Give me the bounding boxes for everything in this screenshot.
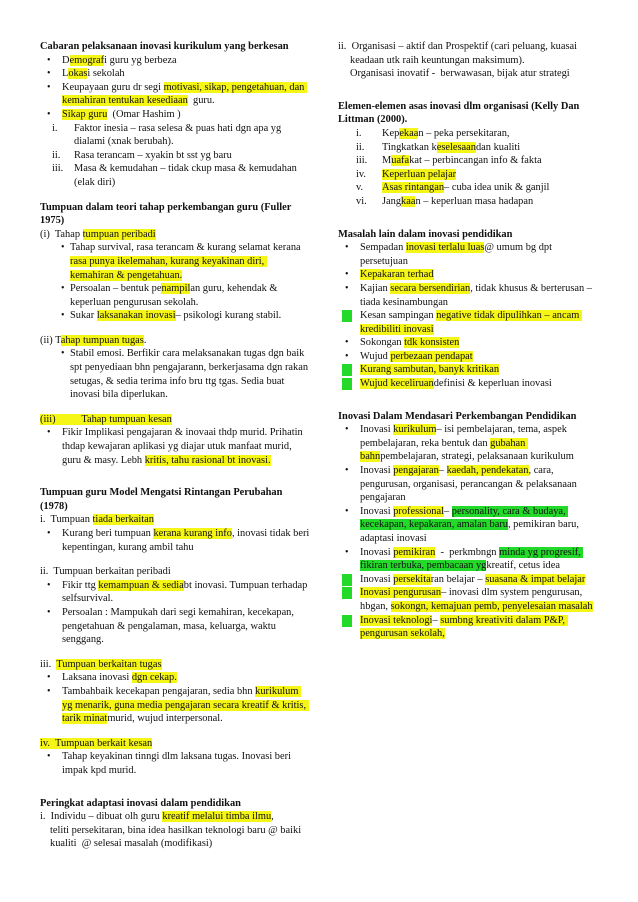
highlight-yellow: iv. Tumpuan berkait kesan: [40, 737, 153, 749]
paragraph-line: [40, 824, 310, 851]
highlight-yellow: tumpuan peribadi: [82, 228, 156, 240]
paragraph-line: [338, 54, 600, 68]
bullet-item: [40, 750, 310, 777]
bullet-item: [40, 81, 310, 108]
text-run: –: [438, 465, 447, 477]
item-number: i.: [52, 122, 58, 134]
highlight-yellow: perbezaan pendapat: [390, 350, 473, 362]
text-run: –: [443, 505, 452, 517]
text-run: Laksana inovasi: [62, 672, 132, 684]
text-run: bt inovasi. Tumpuan terhadap selfsurvival.: [62, 579, 310, 605]
text-run: murid, wujud interpersonal.: [107, 713, 223, 725]
numbered-item: [338, 181, 600, 195]
text-run: Inovasi: [360, 573, 394, 585]
text-run: Inovasi: [360, 505, 394, 517]
section-heading: Masalah lain dalam inovasi pendidikan: [338, 228, 513, 240]
bullet-item: [40, 685, 310, 726]
text-run: definisi & keperluan inovasi: [433, 378, 552, 390]
text-run: n – peka persekitaran,: [418, 127, 510, 139]
bullet-item: [338, 282, 600, 309]
bullet-item: [338, 268, 600, 282]
highlight-yellow: Asas rintangan: [382, 182, 445, 194]
text-run: ii. Organisasi – aktif dan Prospektif (cari peluang, kuasai: [338, 41, 578, 52]
bullet-item: [338, 377, 600, 391]
numbered-item: [40, 122, 310, 149]
section-heading: Peringkat adaptasi inovasi dalam pendidikan: [40, 797, 241, 809]
section-heading: Inovasi Dalam Mendasari Perkembangan Pendidikan: [338, 410, 577, 422]
spacer: [40, 554, 310, 565]
text-run: – isi pembelajaran, tema, aspek pembelajaran, reka bentuk dan: [360, 424, 570, 449]
bullet-highlight: [342, 574, 352, 586]
bullet-item: [338, 363, 600, 377]
spacer: [40, 726, 310, 737]
highlight-yellow: Inovasi teknologi: [360, 614, 433, 626]
highlight-yellow: Kepakaran terhad: [360, 269, 434, 281]
highlight-yellow: Keperluan pelajar: [382, 168, 457, 180]
spacer: [40, 323, 310, 334]
highlight-yellow: motivasi, sikap, pengetahuan, dan kemahiran tentukan kesediaan: [62, 81, 307, 107]
highlight-yellow: sumbng kreativiti dalam P&P, pengurusan sekolah,: [360, 614, 568, 640]
highlight-yellow: kurikulum: [393, 424, 437, 436]
highlight-green: personality, cara & budaya, kecekapan, kepakaran, amalan baru: [360, 505, 569, 531]
highlight-yellow: emograf: [69, 54, 105, 66]
highlight-yellow: gubahan bahn: [360, 437, 528, 463]
highlight-yellow: kurikulum yg menarik, guna media pengajaran secara kreatif & kritis, tarik minat: [62, 685, 309, 725]
highlight-yellow: sokongn, kemajuan pemb, penyelesaian masalah: [390, 600, 593, 612]
bullet-item: [40, 527, 310, 554]
highlight-yellow: Sikap guru: [62, 108, 108, 120]
item-number: iv.: [356, 168, 367, 180]
text-run: - perkmbngn: [435, 546, 500, 558]
text-run: .: [143, 334, 147, 346]
item-number: ii.: [52, 149, 61, 161]
text-run: guru.: [187, 95, 215, 107]
highlight-yellow: Inovasi pengurusan: [360, 587, 442, 599]
paragraph-line: [338, 40, 600, 54]
bullet-item: [40, 108, 310, 122]
text-run: Faktor inesia – rasa selesa & puas hati dgn apa yg dialami (xnak berubah).: [74, 122, 284, 148]
numbered-item: [338, 195, 600, 209]
highlight-yellow: kaedah, pendekatan: [446, 465, 529, 477]
text-run: Kep: [382, 127, 400, 139]
item-number: v.: [356, 182, 364, 194]
highlight-yellow: nampil: [161, 283, 191, 295]
text-run: – inovasi dlm system pengurusan, hbgan,: [360, 587, 585, 612]
paragraph-line: [40, 737, 310, 751]
text-run: , cara, pengurusan, organisasi, perancangan & pelaksanaan pengajaran: [360, 465, 580, 504]
text-run: Stabil emosi. Berfikir cara melaksanakan tugas dgn baik spt penyediaan bhn pengajarann, berkerjasama dgn rakan setugas, & sedia terima info bru ttg tgas. Sedia buat inovasi bila diperlukan.: [70, 348, 311, 401]
highlight-yellow: dgn cekap.: [131, 672, 177, 684]
bullet-item: [338, 309, 600, 336]
bullet-item: [338, 336, 600, 350]
paragraph-line: [40, 513, 310, 527]
paragraph-line: [40, 565, 310, 579]
paragraph-line: [40, 413, 310, 427]
text-run: Persoalan – bentuk pe: [70, 283, 162, 295]
section-heading: Elemen-elemen asas inovasi dlm organisasi (Kelly Dan Littman (2000).: [338, 100, 580, 126]
highlight-yellow: pemikiran: [393, 546, 436, 558]
highlight-yellow: kritis, tahu rasional bt inovasi.: [144, 454, 271, 466]
bullet-highlight: [342, 587, 352, 599]
text-run: Inovasi: [360, 424, 394, 436]
right-column: [338, 40, 600, 641]
text-run: kreatif, cetus idea: [486, 560, 560, 572]
highlight-yellow: suasana & impat belajar: [485, 573, 586, 585]
highlight-yellow: Wujud keceliruan: [360, 378, 434, 390]
text-run: keadaan utk raih keuntungan maksimum).: [350, 54, 525, 66]
text-run: Jang: [382, 195, 402, 207]
bullet-item: [40, 241, 310, 282]
paragraph-line: [40, 658, 310, 672]
bullet-item: [338, 573, 600, 587]
spacer: [40, 778, 310, 797]
text-run: Masa & kemudahan – tidak ckup masa & kemudahan (elak diri): [74, 163, 300, 188]
spacer: [40, 647, 310, 658]
text-run: Fikir ttg: [62, 579, 99, 591]
text-run: Kurang beri tumpuan: [62, 528, 154, 539]
bullet-highlight: [342, 364, 352, 376]
item-number: i.: [356, 127, 362, 139]
highlight-yellow: rasa punya ikelemahan, kurang keyakinan diri, kemahiran & pengetahuan.: [70, 255, 267, 281]
highlight-yellow: professional: [393, 505, 444, 517]
text-run: ii. Tumpuan berkaitan peribadi: [40, 566, 171, 578]
paragraph-line: [40, 810, 310, 824]
text-run: Rasa terancam – xyakin bt sst yg baru: [74, 149, 232, 161]
highlight-yellow: kemampuan & sedia: [98, 579, 184, 591]
text-run: Tahap keyakinan tinngi dlm laksana tugas. Inovasi beri impak kpd murid.: [62, 751, 294, 776]
text-run: Keupayaan guru dr segi: [62, 81, 164, 93]
bullet-item: [338, 505, 600, 546]
highlight-yellow: persekita: [393, 573, 431, 585]
text-run: D: [62, 54, 70, 66]
text-run: iii.: [40, 658, 57, 670]
text-run: , inovasi tidak beri kepentingan, kurang ambil tahu: [62, 528, 312, 553]
text-run: i guru yg berbeza: [104, 54, 177, 66]
text-run: L: [62, 68, 69, 80]
text-run: an guru, kehendak & keperluan pengurusan sekolah.: [70, 283, 281, 308]
text-run: i. Individu – dibuat olh guru: [40, 811, 163, 823]
item-number: ii.: [356, 141, 365, 153]
text-run: Inovasi: [360, 546, 394, 558]
bullet-highlight: [342, 378, 352, 390]
highlight-yellow: tdk konsisten: [404, 337, 460, 349]
bullet-item: [40, 67, 310, 81]
bullet-item: [338, 546, 600, 573]
text-run: Sukar: [70, 310, 97, 322]
bullet-item: [338, 423, 600, 464]
highlight-yellow: okas: [68, 68, 88, 80]
text-run: Organisasi inovatif - berwawasan, bijak atur strategi: [350, 68, 570, 80]
bullet-item: [338, 464, 600, 505]
text-run: (Omar Hashim ): [107, 108, 181, 120]
highlight-yellow: Tumpuan berkaitan tugas: [56, 658, 162, 670]
text-run: Tahap survival, rasa terancam & kurang selamat kerana: [70, 242, 304, 254]
text-run: Fikir Implikasi pengajaran & inovaai thdp murid. Prihatin thdap kewajaran aplikasi yg diajar utuk manfaat murid, guru & masy. Lebh: [62, 427, 306, 466]
highlight-yellow: laksanakan inovasi: [96, 310, 176, 322]
bullet-item: [40, 282, 310, 309]
bullet-item: [338, 241, 600, 268]
numbered-item: [40, 149, 310, 163]
bullet-item: [40, 671, 310, 685]
bullet-item: [338, 350, 600, 364]
highlight-yellow: kreatif melalui timba ilmu: [162, 811, 272, 823]
paragraph-line: [40, 334, 310, 348]
numbered-item: [338, 168, 600, 182]
highlight-yellow: negative tidak dipulihkan – ancam kredibiliti inovasi: [360, 310, 582, 335]
highlight-yellow: Kurang sambutan, banyk kritikan: [360, 364, 500, 376]
text-run: n – keperluan masa hadapan: [415, 195, 534, 207]
bullet-highlight: [342, 615, 352, 627]
text-run: ,: [271, 811, 274, 823]
highlight-yellow: ekaa: [399, 127, 419, 139]
bullet-item: [40, 579, 310, 606]
text-run: Kajian: [360, 282, 391, 294]
bullet-item: [338, 614, 600, 641]
highlight-yellow: eselesaan: [436, 141, 476, 153]
paragraph-line: [40, 228, 310, 242]
bullet-item: [40, 309, 310, 323]
text-run: i. Tumpuan: [40, 514, 93, 526]
bullet-item: [40, 54, 310, 68]
text-run: , tidak khusus & berterusan – tiada kesinambungan: [360, 282, 595, 308]
highlight-yellow: pengajaran: [393, 465, 439, 477]
numbered-item: [338, 141, 600, 155]
text-run: kat – perbincangan info & fakta: [409, 155, 542, 167]
spacer: [338, 209, 600, 228]
text-run: Wujud: [360, 350, 391, 362]
text-run: , pemikiran baru, adaptasi inovasi: [360, 519, 582, 544]
spacer: [40, 190, 310, 201]
left-column: [40, 40, 310, 851]
spacer: [338, 391, 600, 410]
highlight-yellow: kerana kurang info: [153, 528, 232, 539]
bullet-item: [40, 606, 310, 647]
spacer: [338, 81, 600, 100]
highlight-yellow: inovasi terlalu luas: [405, 242, 485, 254]
section-heading: Tumpuan dalam teori tahap perkembangan guru (Fuller 1975): [40, 201, 292, 227]
text-run: @ umum bg dpt persetujuan: [360, 242, 555, 267]
text-run: – psikologi kurang stabil.: [175, 310, 282, 322]
text-run: Inovasi: [360, 465, 394, 477]
highlight-yellow: (iii) Tahap tumpuan kesan: [40, 413, 172, 425]
section-heading: Tumpuan guru Model Mengatsi Rintangan Perubahan (1978): [40, 487, 283, 512]
bullet-item: [338, 586, 600, 613]
text-run: dan kualiti: [475, 141, 521, 153]
text-run: Kesan sampingan: [360, 310, 437, 322]
text-run: ran belajar –: [430, 573, 486, 585]
text-run: Tambahbaik kecekapan pengajaran, sedia bhn: [62, 685, 256, 697]
text-run: (ii) T: [40, 334, 61, 346]
bullet-highlight: [342, 310, 352, 322]
highlight-yellow: secara bersendirian: [390, 282, 471, 294]
item-number: iii.: [52, 163, 64, 175]
text-run: Tingkatkan k: [382, 141, 437, 153]
highlight-yellow: tiada berkaitan: [92, 514, 154, 526]
text-run: Sokongan: [360, 337, 405, 349]
text-run: Persoalan : Mampukah dari segi kemahiran, kecekapan, pengetahuan & pengalaman, masa, keluarga, waktu senggang.: [62, 606, 297, 646]
item-number: vi.: [356, 195, 367, 207]
section-heading: Cabaran pelaksanaan inovasi kurikulum yang berkesan: [40, 41, 289, 52]
bullet-item: [40, 347, 310, 401]
highlight-green: minda yg progresif, fikiran terbuka, pembacaan yg: [360, 546, 584, 572]
text-run: i sekolah: [87, 68, 125, 80]
text-run: teliti persekitaran, bina idea hasilkan teknologi baru @ baiki kualiti @ selesai masalah (modifikasi): [50, 824, 304, 850]
highlight-yellow: kaa: [401, 195, 416, 207]
numbered-item: [338, 127, 600, 141]
paragraph-line: [338, 67, 600, 81]
text-run: – cuba idea unik & ganjil: [444, 182, 550, 194]
numbered-item: [40, 162, 310, 189]
numbered-item: [338, 154, 600, 168]
highlight-yellow: ahap tumpuan tugas: [60, 334, 144, 346]
bullet-item: [40, 426, 310, 467]
spacer: [40, 402, 310, 413]
text-run: Sempadan: [360, 242, 406, 254]
text-run: M: [382, 155, 392, 167]
spacer: [40, 467, 310, 486]
text-run: –: [432, 614, 441, 626]
text-run: pembelajaran, strategi, pelaksanaan kurikulum: [380, 451, 574, 463]
item-number: iii.: [356, 155, 368, 167]
highlight-yellow: uafa: [391, 155, 410, 167]
text-run: (i) Tahap: [40, 228, 83, 240]
